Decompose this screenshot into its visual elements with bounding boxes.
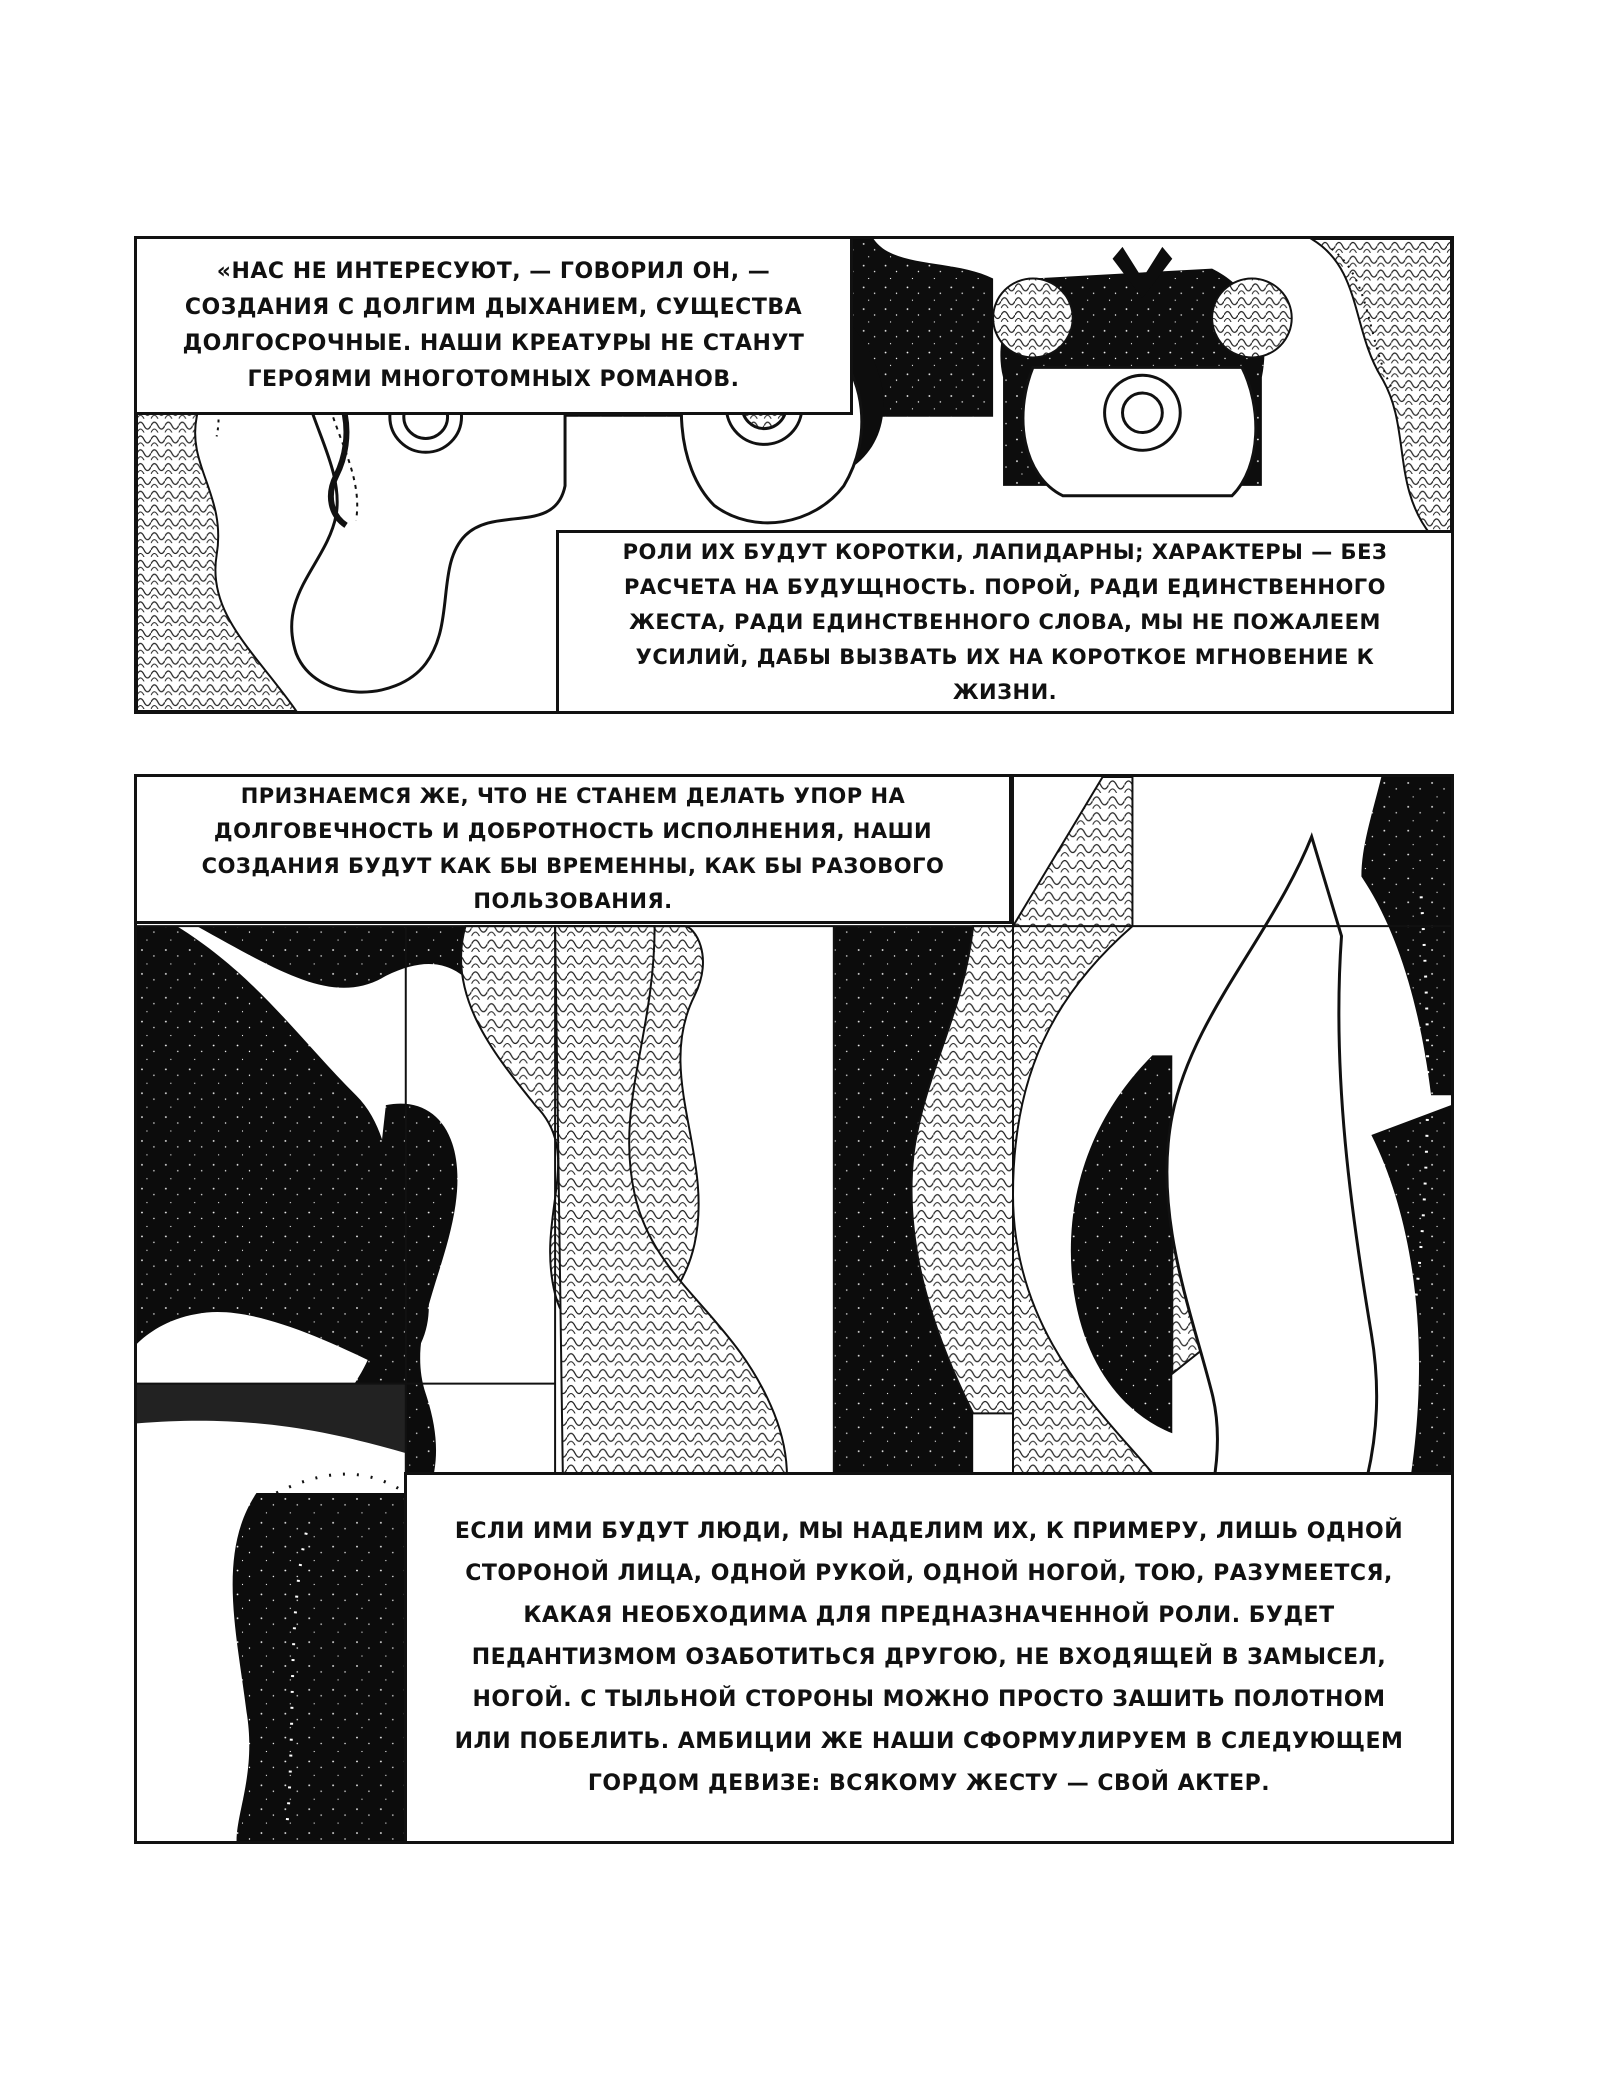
caption-longevity: [134, 774, 1012, 924]
caption-roles: [556, 530, 1454, 714]
caption-people-text: ЕСЛИ ИМИ БУДУТ ЛЮДИ, МЫ НАДЕЛИМ ИХ, К ПРИМЕРУ, ЛИШЬ ОДНОЙ СТОРОНОЙ ЛИЦА, ОДНОЙ РУКОЙ, ОДНОЙ НОГОЙ, ТОЮ, РАЗУМЕЕТСЯ, КАКАЯ НЕОБХОДИМА ДЛЯ ПРЕДНАЗНАЧЕННОЙ РОЛИ. БУДЕТ ПЕДАНТИЗМОМ ОЗАБОТИТЬСЯ ДРУГОЮ, НЕ ВХОДЯЩЕЙ В ЗАМЫСЕЛ, НОГОЙ. С ТЫЛЬНОЙ СТОРОНЫ МОЖНО ПРОСТО ЗАШИТЬ ПОЛОТНОМ ИЛИ ПОБЕЛИТЬ. АМБИЦИИ ЖЕ НАШИ СФОРМУЛИРУЕМ В СЛЕДУЮЩЕМ ГОРДОМ ДЕВИЗЕ: ВСЯКОМУ ЖЕСТУ — СВОЙ АКТЕР.: [454, 1519, 1404, 1796]
caption-opening-quote: [134, 236, 853, 415]
caption-opening-quote-text: «НАС НЕ ИНТЕРЕСУЮТ, — ГОВОРИЛ ОН, — СОЗДАНИЯ С ДОЛГИМ ДЫХАНИЕМ, СУЩЕСТВА ДОЛГОСРОЧНЫЕ. НАШИ КРЕАТУРЫ НЕ СТАНУТ ГЕРОЯМИ МНОГОТОМНЫХ РОМАНОВ.: [182, 258, 805, 392]
caption-roles-text: РОЛИ ИХ БУДУТ КОРОТКИ, ЛАПИДАРНЫ; ХАРАКТЕРЫ — БЕЗ РАСЧЕТА НА БУДУЩНОСТЬ. ПОРОЙ, РАДИ ЕДИНСТВЕННОГО ЖЕСТА, РАДИ ЕДИНСТВЕННОГО СЛОВА, МЫ НЕ ПОЖАЛЕЕМ УСИЛИЙ, ДАБЫ ВЫЗВАТЬ ИХ НА КОРОТКОЕ МГНОВЕНИЕ К ЖИЗНИ.: [622, 539, 1388, 704]
caption-people: [404, 1472, 1454, 1844]
caption-longevity-text: ПРИЗНАЕМСЯ ЖЕ, ЧТО НЕ СТАНЕМ ДЕЛАТЬ УПОР НА ДОЛГОВЕЧНОСТЬ И ДОБРОТНОСТЬ ИСПОЛНЕНИЯ, НАШИ СОЗДАНИЯ БУДУТ КАК БЫ ВРЕМЕННЫ, КАК БЫ РАЗОВОГО ПОЛЬЗОВАНИЯ.: [201, 784, 945, 913]
